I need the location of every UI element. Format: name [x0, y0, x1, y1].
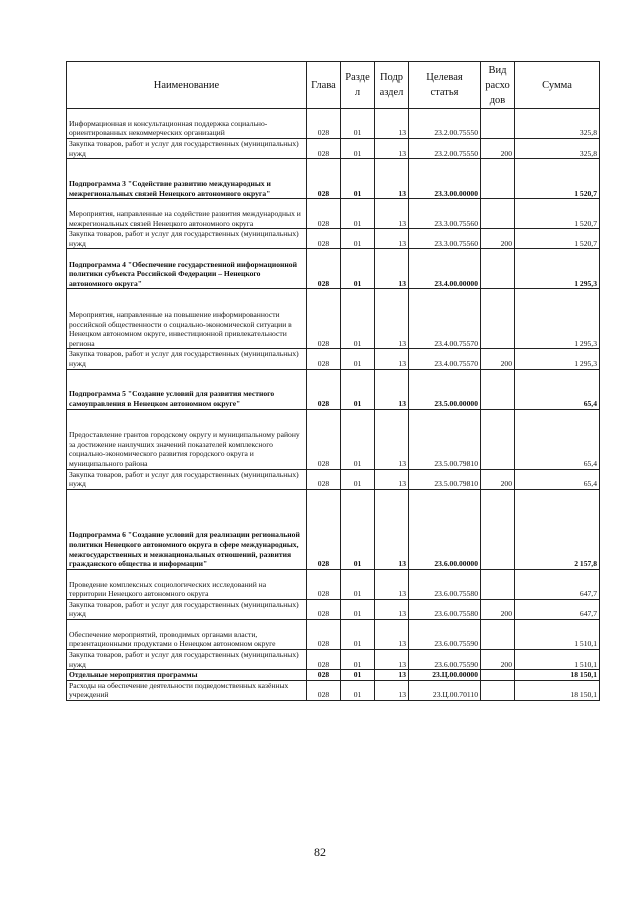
row-sum: 65,4	[515, 369, 600, 409]
row-subsection: 13	[375, 680, 409, 700]
header-section: Разде л	[341, 62, 375, 109]
row-section: 01	[341, 109, 375, 139]
row-expense-type: 200	[481, 229, 515, 249]
row-sum: 1 510,1	[515, 619, 600, 649]
row-subsection: 13	[375, 670, 409, 681]
row-name: Подпрограмма 4 "Обеспечение государственной информационной политики субъекта Российской Федерации – Ненецкого автономного округа"	[67, 249, 307, 289]
row-subsection: 13	[375, 199, 409, 229]
table-row	[67, 249, 600, 289]
row-subsection: 13	[375, 619, 409, 649]
table-row	[67, 670, 600, 681]
row-chapter: 028	[307, 229, 341, 249]
row-name: Информационная и консультационная поддержка социально-ориентированных некоммерческих организаций	[67, 109, 307, 139]
row-section: 01	[341, 670, 375, 681]
row-expense-type	[481, 249, 515, 289]
row-subsection: 13	[375, 159, 409, 199]
table-row	[67, 289, 600, 349]
row-subsection: 13	[375, 369, 409, 409]
table-header-row	[67, 62, 600, 109]
row-target: 23.Ц.00.00000	[409, 670, 481, 681]
row-section: 01	[341, 469, 375, 489]
row-target: 23.4.00.00000	[409, 249, 481, 289]
row-name: Закупка товаров, работ и услуг для государственных (муниципальных) нужд	[67, 139, 307, 159]
row-subsection: 13	[375, 109, 409, 139]
row-name: Закупка товаров, работ и услуг для государственных (муниципальных) нужд	[67, 229, 307, 249]
row-target: 23.6.00.75580	[409, 569, 481, 599]
row-sum: 647,7	[515, 599, 600, 619]
row-subsection: 13	[375, 139, 409, 159]
row-expense-type	[481, 619, 515, 649]
table-row	[67, 569, 600, 599]
row-subsection: 13	[375, 349, 409, 369]
row-chapter: 028	[307, 139, 341, 159]
row-expense-type	[481, 489, 515, 569]
row-chapter: 028	[307, 199, 341, 229]
row-sum: 2 157,8	[515, 489, 600, 569]
row-chapter: 028	[307, 680, 341, 700]
row-expense-type	[481, 109, 515, 139]
table-row	[67, 409, 600, 469]
row-subsection: 13	[375, 289, 409, 349]
row-subsection: 13	[375, 599, 409, 619]
row-sum: 1 295,3	[515, 249, 600, 289]
row-section: 01	[341, 619, 375, 649]
row-expense-type	[481, 680, 515, 700]
row-target: 23.3.00.00000	[409, 159, 481, 199]
table-row	[67, 139, 600, 159]
row-subsection: 13	[375, 569, 409, 599]
row-section: 01	[341, 489, 375, 569]
row-target: 23.4.00.75570	[409, 289, 481, 349]
row-chapter: 028	[307, 599, 341, 619]
row-target: 23.6.00.75580	[409, 599, 481, 619]
row-section: 01	[341, 249, 375, 289]
row-sum: 65,4	[515, 469, 600, 489]
row-sum: 18 150,1	[515, 680, 600, 700]
row-sum: 18 150,1	[515, 670, 600, 681]
table-row	[67, 349, 600, 369]
row-name: Мероприятия, направленные на содействие развития международных и межрегиональных связей Ненецкого автономного округа	[67, 199, 307, 229]
table-row	[67, 680, 600, 700]
row-name: Проведение комплексных социологических исследований на территории Ненецкого автономного округа	[67, 569, 307, 599]
row-name: Обеспечение мероприятий, проводимых органами власти, презентационными продуктами о Ненецком автономном округе	[67, 619, 307, 649]
row-subsection: 13	[375, 489, 409, 569]
table-row	[67, 469, 600, 489]
row-chapter: 028	[307, 289, 341, 349]
header-subsection: Подр аздел	[375, 62, 409, 109]
row-sum: 1 520,7	[515, 199, 600, 229]
row-chapter: 028	[307, 369, 341, 409]
row-expense-type	[481, 159, 515, 199]
row-name: Подпрограмма 6 "Создание условий для реализации региональной политики Ненецкого автономного округа в сфере международных, межгосударственных и межнациональных отношений, развития гражданского общества и информации"	[67, 489, 307, 569]
table-row	[67, 619, 600, 649]
row-target: 23.5.00.79810	[409, 469, 481, 489]
row-target: 23.3.00.75560	[409, 199, 481, 229]
row-section: 01	[341, 599, 375, 619]
table-row	[67, 199, 600, 229]
row-expense-type	[481, 409, 515, 469]
row-section: 01	[341, 159, 375, 199]
table-row	[67, 649, 600, 669]
row-name: Подпрограмма 5 "Создание условий для развития местного самоуправления в Ненецком автономном округе"	[67, 369, 307, 409]
row-expense-type: 200	[481, 599, 515, 619]
row-name: Расходы на обеспечение деятельности подведомственных казённых учреждений	[67, 680, 307, 700]
row-sum: 1 295,3	[515, 349, 600, 369]
row-sum: 647,7	[515, 569, 600, 599]
row-expense-type: 200	[481, 139, 515, 159]
row-section: 01	[341, 680, 375, 700]
row-name: Отдельные мероприятия программы	[67, 670, 307, 681]
row-section: 01	[341, 409, 375, 469]
row-name: Подпрограмма 3 "Содействие развитию международных и межрегиональных связей Ненецкого автономного округа"	[67, 159, 307, 199]
row-sum: 325,8	[515, 139, 600, 159]
row-expense-type	[481, 369, 515, 409]
row-chapter: 028	[307, 249, 341, 289]
row-expense-type: 200	[481, 349, 515, 369]
row-name: Закупка товаров, работ и услуг для государственных (муниципальных) нужд	[67, 469, 307, 489]
row-target: 23.2.00.75550	[409, 139, 481, 159]
table-row	[67, 159, 600, 199]
row-target: 23.5.00.79810	[409, 409, 481, 469]
row-section: 01	[341, 199, 375, 229]
row-subsection: 13	[375, 409, 409, 469]
row-subsection: 13	[375, 229, 409, 249]
row-section: 01	[341, 289, 375, 349]
row-sum: 65,4	[515, 409, 600, 469]
row-chapter: 028	[307, 619, 341, 649]
row-expense-type	[481, 670, 515, 681]
row-expense-type	[481, 199, 515, 229]
header-chapter: Глава	[307, 62, 341, 109]
row-target: 23.6.00.75590	[409, 649, 481, 669]
row-target: 23.5.00.00000	[409, 369, 481, 409]
row-chapter: 028	[307, 109, 341, 139]
row-target: 23.6.00.75590	[409, 619, 481, 649]
row-expense-type: 200	[481, 469, 515, 489]
row-target: 23.Ц.00.70110	[409, 680, 481, 700]
row-sum: 1 520,7	[515, 229, 600, 249]
row-section: 01	[341, 369, 375, 409]
row-section: 01	[341, 229, 375, 249]
row-expense-type	[481, 289, 515, 349]
row-target: 23.2.00.75550	[409, 109, 481, 139]
row-sum: 1 510,1	[515, 649, 600, 669]
row-section: 01	[341, 569, 375, 599]
row-chapter: 028	[307, 489, 341, 569]
row-subsection: 13	[375, 469, 409, 489]
table-row	[67, 369, 600, 409]
row-name: Предоставление грантов городскому округу и муниципальному району за достижение наилучших значений показателей комплексного социально-экономического развития городского округа и муниципального района	[67, 409, 307, 469]
header-name: Наименование	[67, 62, 307, 109]
table-row	[67, 229, 600, 249]
row-sum: 1 520,7	[515, 159, 600, 199]
row-target: 23.6.00.00000	[409, 489, 481, 569]
row-chapter: 028	[307, 469, 341, 489]
row-section: 01	[341, 649, 375, 669]
row-subsection: 13	[375, 649, 409, 669]
row-chapter: 028	[307, 649, 341, 669]
row-subsection: 13	[375, 249, 409, 289]
row-name: Закупка товаров, работ и услуг для государственных (муниципальных) нужд	[67, 649, 307, 669]
row-chapter: 028	[307, 670, 341, 681]
row-target: 23.4.00.75570	[409, 349, 481, 369]
row-sum: 325,8	[515, 109, 600, 139]
header-expense-type: Вид расхо дов	[481, 62, 515, 109]
row-chapter: 028	[307, 409, 341, 469]
row-sum: 1 295,3	[515, 289, 600, 349]
row-name: Закупка товаров, работ и услуг для государственных (муниципальных) нужд	[67, 349, 307, 369]
table-body	[67, 109, 600, 701]
row-target: 23.3.00.75560	[409, 229, 481, 249]
table-row	[67, 599, 600, 619]
row-name: Мероприятия, направленные на повышение информированности российской общественности о социально-экономической ситуации в Ненецком автономном округе, инвестиционной привлекательности региона	[67, 289, 307, 349]
row-section: 01	[341, 349, 375, 369]
row-section: 01	[341, 139, 375, 159]
table-row	[67, 489, 600, 569]
budget-table	[66, 61, 600, 701]
row-chapter: 028	[307, 159, 341, 199]
page-number: 82	[314, 845, 326, 859]
table-row	[67, 109, 600, 139]
header-sum: Сумма	[515, 62, 600, 109]
row-name: Закупка товаров, работ и услуг для государственных (муниципальных) нужд	[67, 599, 307, 619]
header-target: Целевая статья	[409, 62, 481, 109]
row-chapter: 028	[307, 569, 341, 599]
row-expense-type: 200	[481, 649, 515, 669]
row-expense-type	[481, 569, 515, 599]
row-chapter: 028	[307, 349, 341, 369]
